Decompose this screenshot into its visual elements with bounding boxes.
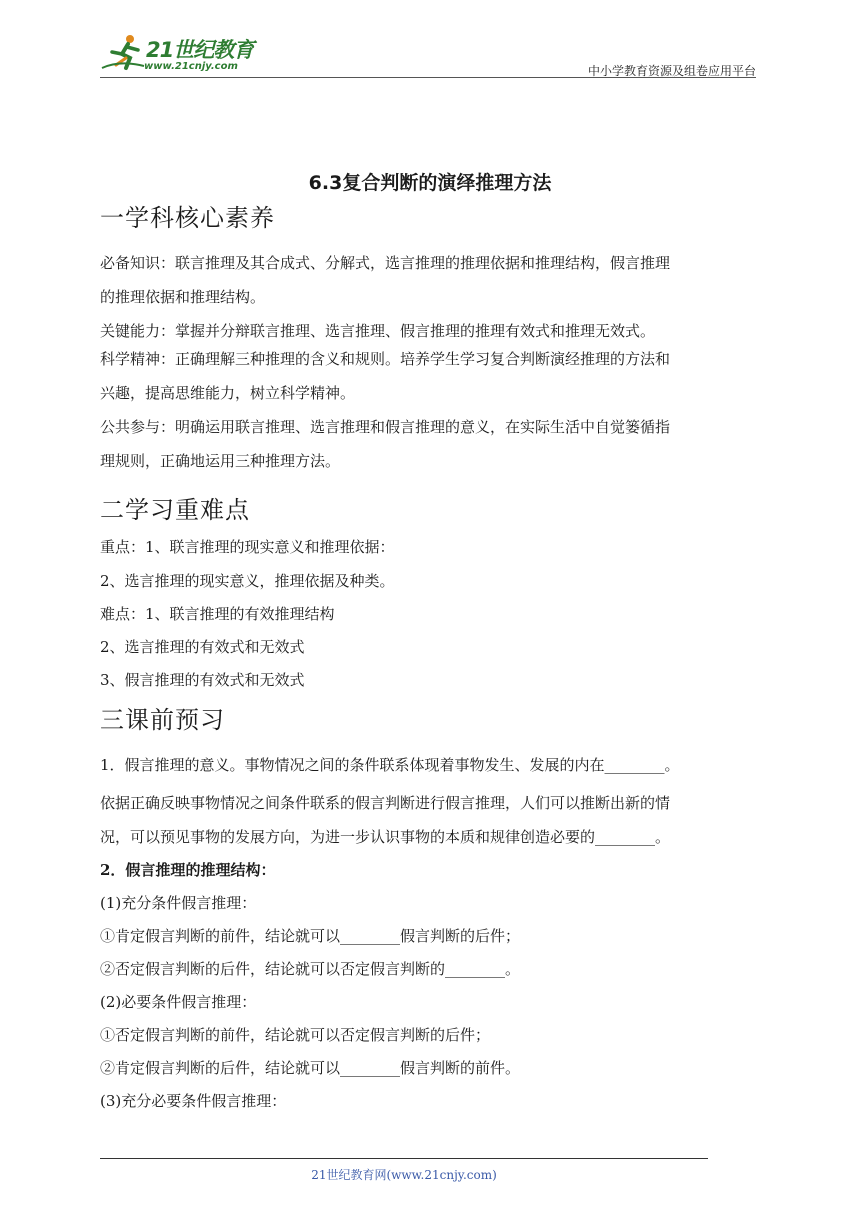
paragraph: 理规则，正确地运用三种推理方法。 [100, 452, 341, 470]
paragraph: ①否定假言判断的前件，结论就可以否定假言判断的后件； [100, 1026, 491, 1044]
paragraph: 2、选言推理的有效式和无效式 [100, 638, 305, 656]
paragraph: 科学精神：正确理解三种推理的含义和规则。培养学生学习复合判断演经推理的方法和 [100, 350, 671, 368]
paragraph: ②肯定假言判断的后件，结论就可以________假言判断的前件。 [100, 1059, 521, 1077]
logo-url: www.21cnjy.com [144, 61, 238, 72]
section-heading-preview: 三课前预习 [100, 706, 225, 734]
paragraph: 关键能力：掌握并分辩联言推理、选言推理、假言推理的推理有效式和推理无效式。 [100, 322, 656, 340]
paragraph: 重点：1、联言推理的现实意义和推理依据： [100, 538, 395, 556]
paragraph: 2．假言推理的推理结构： [100, 861, 276, 879]
paragraph: 3、假言推理的有效式和无效式 [100, 671, 305, 689]
footer-link[interactable]: 21世纪教育网(www.21cnjy.com) [311, 1168, 497, 1182]
paragraph: 公共参与：明确运用联言推理、选言推理和假言推理的意义，在实际生活中自觉篓循指 [100, 418, 671, 436]
paragraph: (1)充分条件假言推理： [100, 894, 257, 912]
paragraph: ②否定假言判断的后件，结论就可以否定假言判断的________。 [100, 960, 521, 978]
paragraph: 依据正确反映事物情况之间条件联系的假言判断进行假言推理，人们可以推断出新的情 [100, 794, 671, 812]
paragraph: (3)充分必要条件假言推理： [100, 1092, 287, 1110]
page-header [100, 28, 756, 80]
footer-divider [100, 1158, 708, 1159]
paragraph: 2、选言推理的现实意义，推理依据及种类。 [100, 572, 395, 590]
paragraph: 兴趣，提高思维能力，树立科学精神。 [100, 384, 356, 402]
paragraph: 的推理依据和推理结构。 [100, 288, 266, 306]
logo-title: 21世纪教育 [146, 38, 254, 62]
runner-icon [100, 32, 148, 72]
paragraph: 1．假言推理的意义。事物情况之间的条件联系体现着事物发生、发展的内在________。 [100, 756, 680, 774]
paragraph: 难点：1、联言推理的有效推理结构 [100, 605, 335, 623]
paragraph: 必备知识：联言推理及其合成式、分解式，选言推理的推理依据和推理结构，假言推理 [100, 254, 671, 272]
paragraph: (2)必要条件假言推理： [100, 993, 257, 1011]
section-heading-core-literacy: 一学科核心素养 [100, 204, 275, 232]
section-heading-key-points: 二学习重难点 [100, 496, 250, 524]
paragraph: ①肯定假言判断的前件，结论就可以________假言判断的后件； [100, 927, 521, 945]
site-logo[interactable] [100, 28, 270, 80]
paragraph: 况，可以预见事物的发展方向，为进一步认识事物的本质和规律创造必要的________。 [100, 828, 671, 846]
header-divider [100, 77, 756, 78]
document-title: 6.3复合判断的演绎推理方法 [308, 172, 552, 194]
platform-name: 中小学教育资源及组卷应用平台 [587, 64, 756, 78]
